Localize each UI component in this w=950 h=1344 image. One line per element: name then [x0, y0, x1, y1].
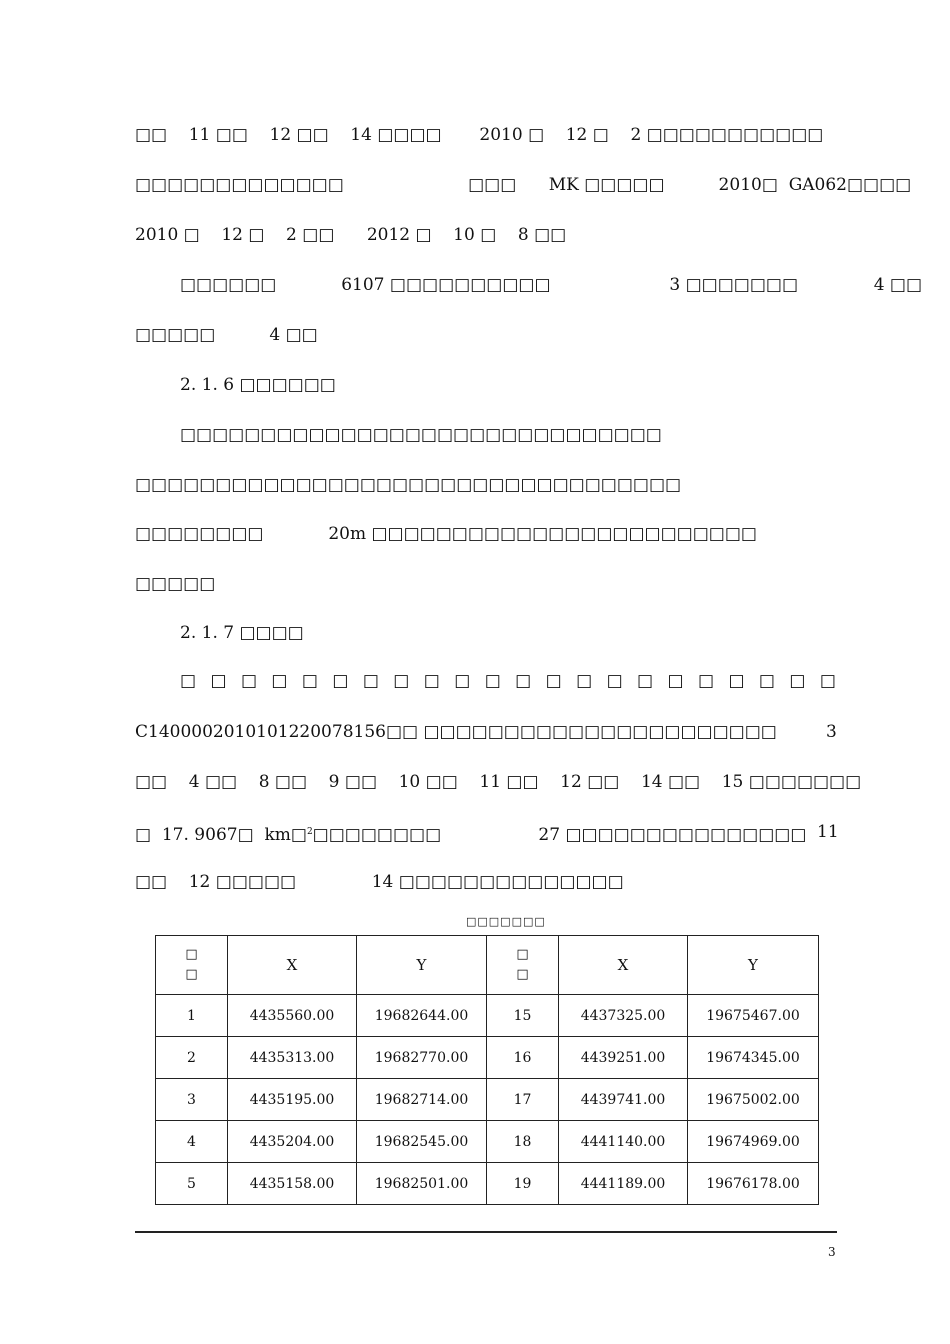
glyph: □: [819, 671, 836, 691]
table-cell: 19676178.00: [688, 1163, 819, 1205]
glyph: □: [697, 671, 715, 691]
table-cell: 4441189.00: [559, 1163, 688, 1205]
glyph: □: [240, 671, 257, 691]
glyph: □: [606, 671, 623, 691]
table-cell: 19682501.00: [357, 1163, 487, 1205]
table-cell: 4435204.00: [228, 1121, 357, 1163]
text-line-10: □□□□□: [135, 574, 216, 594]
table-cell: 19675002.00: [688, 1079, 819, 1121]
glyph: □: [180, 671, 197, 691]
table-cell: 1: [156, 995, 228, 1037]
header-x-2: X: [559, 936, 688, 995]
area-text: □ 17. 9067□ km□: [135, 825, 307, 845]
table-cell: 4439741.00: [559, 1079, 688, 1121]
header-point-no-2: [487, 936, 559, 995]
table-cell: 17: [487, 1079, 559, 1121]
text-line-13: C1400002010101220078156□□ □□□□□□□□□□□□□□□□□□□□□□: [135, 722, 777, 742]
glyph: □: [515, 671, 532, 691]
table-cell: 4435313.00: [228, 1037, 357, 1079]
table-row: [156, 1079, 819, 1121]
header-y-2: Y: [688, 936, 819, 995]
header-x: X: [228, 936, 357, 995]
table-cell: 19682644.00: [357, 995, 487, 1037]
table-row: [156, 1037, 819, 1079]
table-cell: 4439251.00: [559, 1037, 688, 1079]
table-cell: 19674969.00: [688, 1121, 819, 1163]
coordinates-table: [155, 935, 819, 1205]
glyph: □: [789, 671, 806, 691]
superscript: 2: [306, 827, 313, 837]
glyph: □: [545, 671, 562, 691]
text-line-14: □□ 4 □□ 8 □□ 9 □□ 10 □□ 11 □□ 12 □□ 14 □□ 15 □□□□□□□: [135, 772, 862, 792]
table-cell: 19675467.00: [688, 995, 819, 1037]
table-caption: □□□□□□□: [466, 915, 546, 928]
table-cell: 4435195.00: [228, 1079, 357, 1121]
table-cell: 4435560.00: [228, 995, 357, 1037]
header-glyph: □: [185, 967, 198, 982]
section-heading-2-1-6: 2. 1. 6 □□□□□□: [180, 375, 336, 395]
table-cell: 18: [487, 1121, 559, 1163]
table-cell: 19674345.00: [688, 1037, 819, 1079]
text-line-16: □□ 12 □□□□□ 14 □□□□□□□□□□□□□□: [135, 872, 624, 892]
glyph: □: [362, 671, 379, 691]
table-cell: 4437325.00: [559, 995, 688, 1037]
area-text-rest: □□□□□□□□ 27 □□□□□□□□□□□□□□□: [312, 825, 807, 845]
section-heading-2-1-7: 2. 1. 7 □□□□: [180, 623, 304, 643]
header-y: Y: [357, 936, 487, 995]
table-cell: 4441140.00: [559, 1121, 688, 1163]
glyph: □: [301, 671, 318, 691]
justified-text-line: [180, 671, 836, 691]
table-cell: 5: [156, 1163, 228, 1205]
table-cell: 19682770.00: [357, 1037, 487, 1079]
text-line-13-end: 3: [826, 722, 837, 742]
text-line-1: □□ 11 □□ 12 □□ 14 □□□□ 2010 □ 12 □ 2 □□□□□□□□□□□: [135, 125, 824, 145]
text-line-4: □□□□□□ 6107 □□□□□□□□□□ 3 □□□□□□□ 4 □□: [180, 275, 923, 295]
text-line-2: □□□□□□□□□□□□□ □□□ MK □□□□□ 2010□ GA062□□□□: [135, 175, 912, 195]
table-cell: 16: [487, 1037, 559, 1079]
table-row: [156, 1121, 819, 1163]
table-cell: 3: [156, 1079, 228, 1121]
glyph: □: [271, 671, 288, 691]
text-line-9: □□□□□□□□ 20m □□□□□□□□□□□□□□□□□□□□□□□□: [135, 524, 757, 544]
text-line-7: □□□□□□□□□□□□□□□□□□□□□□□□□□□□□□: [180, 425, 662, 445]
table-header-row: [156, 936, 819, 995]
glyph: □: [393, 671, 410, 691]
text-line-15: [135, 821, 806, 846]
glyph: □: [667, 671, 684, 691]
glyph: □: [484, 671, 501, 691]
header-glyph: □: [185, 947, 198, 962]
glyph: □: [637, 671, 654, 691]
text-line-15-end: 11: [817, 822, 839, 842]
header-point-no: [156, 936, 228, 995]
glyph: □: [576, 671, 593, 691]
table-cell: 15: [487, 995, 559, 1037]
text-line-8: □□□□□□□□□□□□□□□□□□□□□□□□□□□□□□□□□□: [135, 475, 682, 495]
glyph: □: [210, 671, 227, 691]
table-row: [156, 1163, 819, 1205]
table-cell: 19682545.00: [357, 1121, 487, 1163]
glyph: □: [454, 671, 471, 691]
table-cell: 4435158.00: [228, 1163, 357, 1205]
page-number: 3: [828, 1245, 836, 1259]
glyph: □: [332, 671, 349, 691]
table-cell: 2: [156, 1037, 228, 1079]
glyph: □: [423, 671, 440, 691]
table-row: [156, 995, 819, 1037]
table-cell: 19682714.00: [357, 1079, 487, 1121]
table-cell: 4: [156, 1121, 228, 1163]
text-line-3: 2010 □ 12 □ 2 □□ 2012 □ 10 □ 8 □□: [135, 225, 567, 245]
header-glyph: □: [516, 967, 529, 982]
header-glyph: □: [516, 947, 529, 962]
glyph: □: [728, 671, 745, 691]
text-line-5: □□□□□ 4 □□: [135, 325, 318, 345]
glyph: □: [758, 671, 775, 691]
table-cell: 19: [487, 1163, 559, 1205]
footer-rule: [135, 1231, 837, 1233]
